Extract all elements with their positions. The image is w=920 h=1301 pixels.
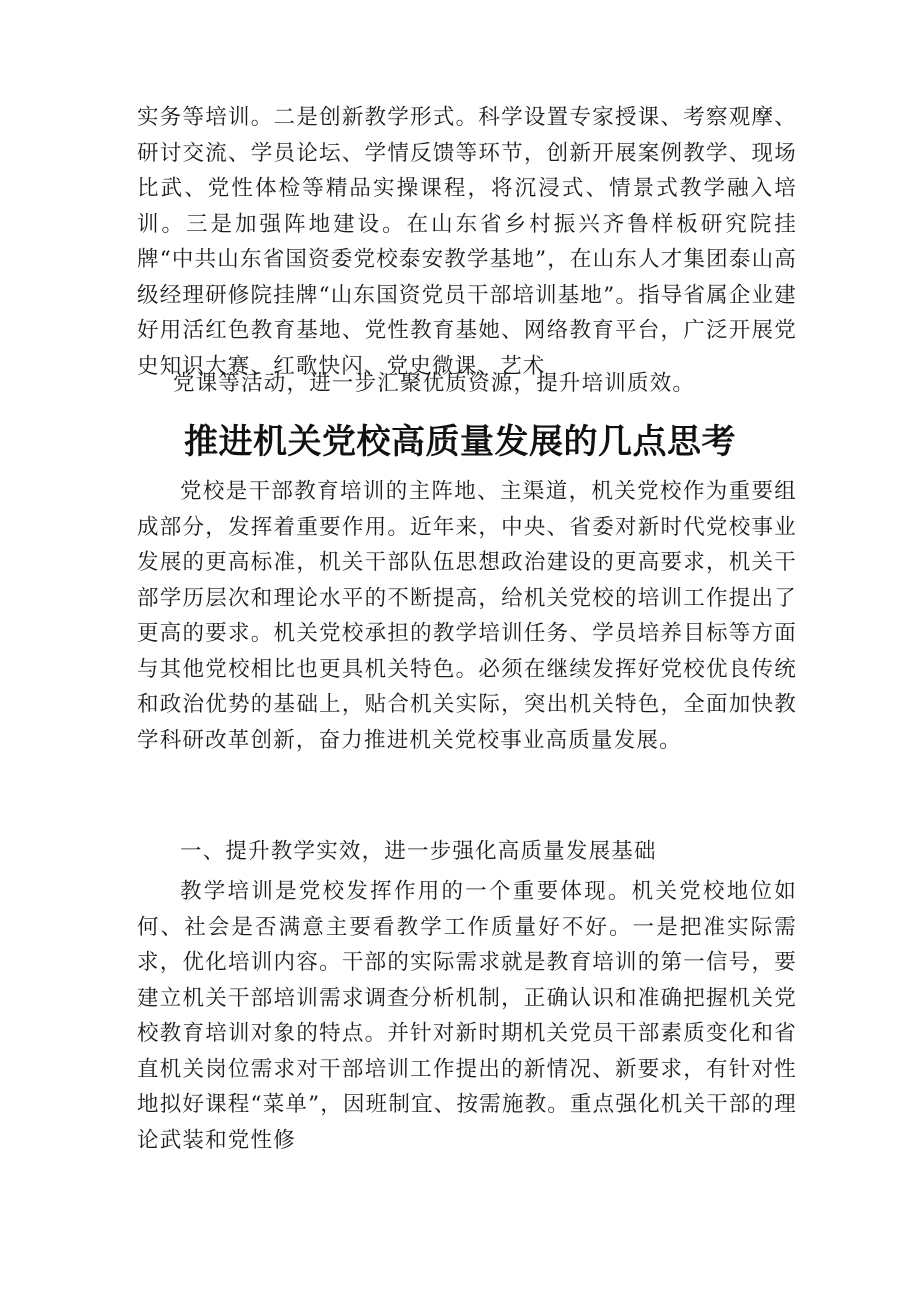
continuation-paragraph-tail: 党课等活动，进一步汇聚优质资源，提升培训质效。	[173, 371, 696, 396]
section-1-paragraph: 教学培训是党校发挥作用的一个重要体现。机关党校地位如何、社会是否满意主要看教学工作质量好不好。一是把准实际需求，优化培训内容。干部的实际需求就是教育培训的第一信号，要建立机关干部培训需求调查分析机制，正确认识和准确把握机关党校教育培训对象的特点。并针对新时期机关党员干部素质变化和省直机关岗位需求对干部培训工作提出的新情况、新要求，有针对性地拟好课程“菜单”，因班制宜、按需施教。重点强化机关干部的理论武装和党性修	[137, 879, 797, 1153]
section-heading-1: 一、提升教学实效，进一步强化高质量发展基础	[180, 839, 657, 864]
continuation-paragraph: 实务等培训。二是创新教学形式。科学设置专家授课、考察观摩、研讨交流、学员论坛、学情反馈等环节，创新开展案例教学、现场比武、党性体检等精品实操课程，将沉浸式、情景式教学融入培训。三是加强阵地建设。在山东省乡村振兴齐鲁样板研究院挂牌“中共山东省国资委党校泰安教学基地”，在山东人才集团泰山高级经理研修院挂牌“山东国资党员干部培训基地”。指导省属企业建好用活红色教育基地、党性教育基她、网络教育平台，广泛开展党史知识大赛、红歌快闪、党史微课、艺术	[137, 105, 797, 379]
intro-paragraph: 党校是干部教育培训的主阵地、主渠道，机关党校作为重要组成部分，发挥着重要作用。近年来，中央、省委对新时代党校事业发展的更高标准，机关干部队伍思想政治建设的更高要求，机关干部学历层次和理论水平的不断提高，给机关党校的培训工作提出了更高的要求。机关党校承担的教学培训任务、学员培养目标等方面与其他党校相比也更具机关特色。必须在继续发挥好党校优良传统和政治优势的基础上，贴合机关实际，突出机关特色，全面加快教学科研改革创新，奋力推进机关党校事业高质量发展。	[137, 479, 797, 753]
article-title: 推进机关党校高质量发展的几点思考	[184, 422, 736, 462]
